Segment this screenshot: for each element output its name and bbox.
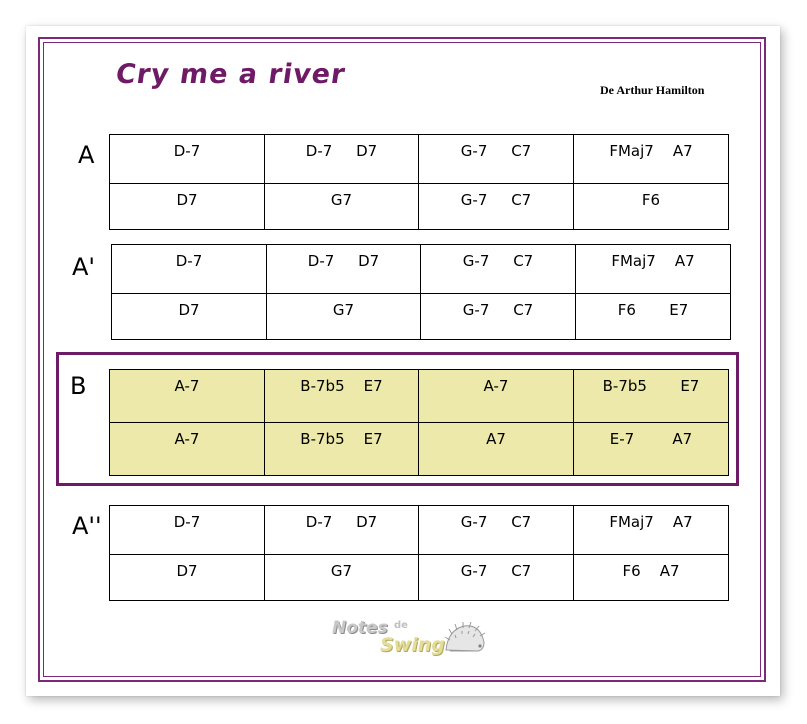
chord-cell: G-7 C7	[419, 555, 574, 601]
section-label-a: A	[78, 141, 95, 169]
chord-cell: FMaj7 A7	[576, 245, 731, 294]
section-a-double-prime-grid	[109, 505, 729, 601]
section-a-prime-grid	[111, 244, 731, 340]
chord-cell: A-7	[419, 370, 574, 423]
section-label-a-double-prime: A''	[72, 512, 102, 540]
chord-cell: D-7 D7	[267, 245, 421, 294]
chord-cell: F6 E7	[576, 294, 731, 340]
chord-cell: G-7 C7	[421, 294, 576, 340]
chord-cell: G-7 C7	[419, 135, 574, 184]
chord-cell: G7	[265, 555, 419, 601]
composer-credit: De Arthur Hamilton	[600, 83, 705, 97]
chord-cell: D-7	[110, 506, 265, 555]
chord-cell: D7	[112, 294, 267, 340]
logo-notes-text: Notes	[332, 618, 388, 638]
section-a-grid	[109, 134, 729, 230]
chord-cell: D-7 D7	[265, 506, 419, 555]
chord-cell: FMaj7 A7	[574, 506, 729, 555]
notes-de-swing-logo	[332, 618, 492, 662]
section-label-a-prime: A'	[72, 253, 96, 281]
chord-cell: G7	[267, 294, 421, 340]
chord-cell: A-7	[110, 423, 265, 476]
chord-cell: D-7	[110, 135, 265, 184]
chord-cell: E-7 A7	[574, 423, 729, 476]
chord-cell: A-7	[110, 370, 265, 423]
hedgehog-icon	[442, 620, 488, 656]
chord-cell: D7	[110, 555, 265, 601]
logo-de-text: de	[394, 620, 408, 631]
chord-cell: D-7 D7	[265, 135, 419, 184]
chord-cell: B-7b5 E7	[574, 370, 729, 423]
chord-cell: A7	[419, 423, 574, 476]
chord-cell: G-7 C7	[419, 184, 574, 230]
chord-cell: FMaj7 A7	[574, 135, 729, 184]
section-label-b: B	[70, 372, 87, 400]
chord-cell: B-7b5 E7	[265, 423, 419, 476]
chord-cell: G-7 C7	[421, 245, 576, 294]
chord-cell: G7	[265, 184, 419, 230]
chord-cell: G-7 C7	[419, 506, 574, 555]
chord-cell: D7	[110, 184, 265, 230]
chord-cell: B-7b5 E7	[265, 370, 419, 423]
section-b-grid	[109, 369, 729, 476]
chord-cell: F6	[574, 184, 729, 230]
song-title: Cry me a river	[113, 59, 348, 90]
chord-sheet	[26, 26, 780, 696]
logo-swing-text: Swing	[380, 634, 445, 656]
chord-cell: F6 A7	[574, 555, 729, 601]
chord-cell: D-7	[112, 245, 267, 294]
